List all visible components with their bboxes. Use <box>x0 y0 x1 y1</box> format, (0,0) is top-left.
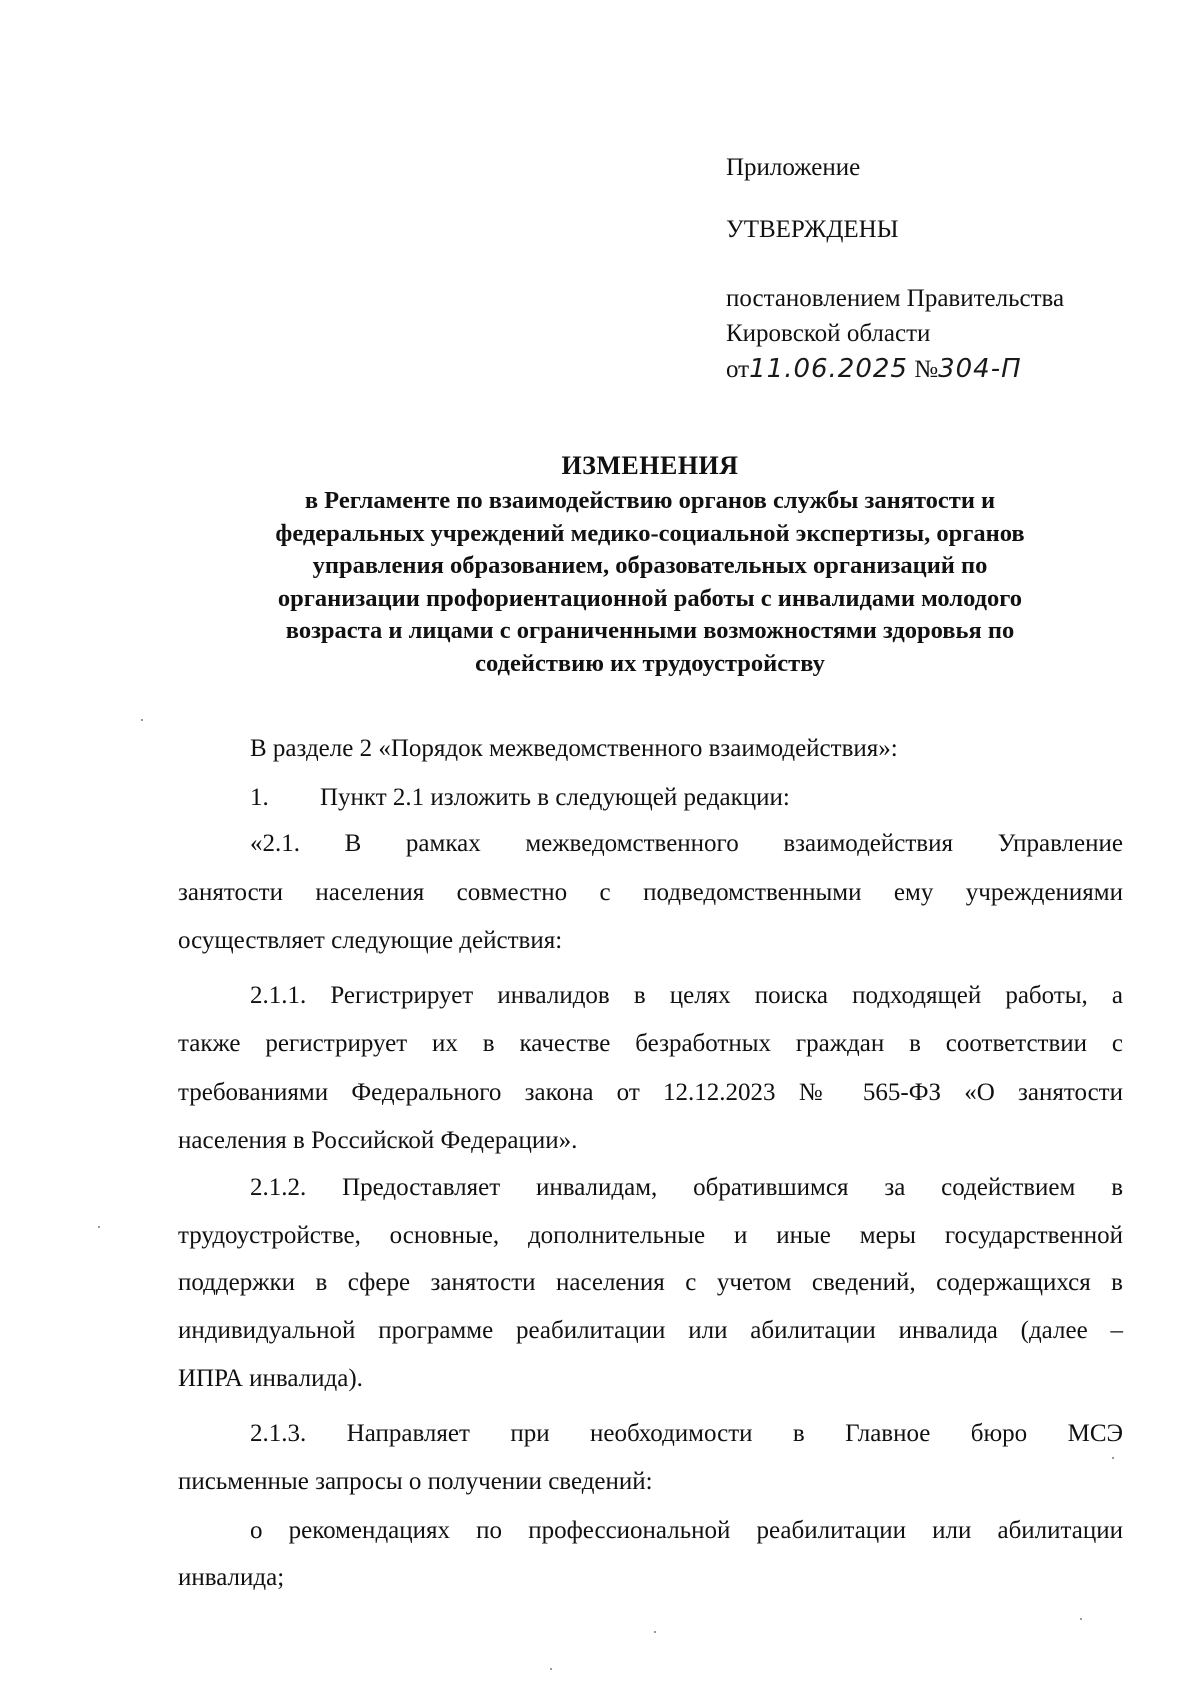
subtitle-line: организации профориентационной работы с инвалидами молодого <box>277 584 1023 612</box>
handwritten-date: 11.06.2025 <box>749 354 908 384</box>
approved-label: УТВЕРЖДЕНЫ <box>726 216 899 243</box>
paragraph-2-1-line: осуществляет следующие действия: <box>178 927 563 954</box>
scan-speck <box>654 1631 656 1633</box>
paragraph-2-1-1-line: 2.1.1. Регистрирует инвалидов в целях поиска подходящей работы, а <box>250 982 1123 1009</box>
appendix-label: Приложение <box>726 154 861 181</box>
subtitle-line: возраста и лицами с ограниченными возможностями здоровья по <box>285 617 1015 644</box>
decree-date-number <box>726 352 1022 387</box>
subtitle-line: содействию их трудоустройству <box>475 649 825 677</box>
paragraph-2-1-3-line: 2.1.3. Направляет при необходимости в Главное бюро МСЭ <box>250 1420 1123 1447</box>
document-subtitle <box>190 485 1110 680</box>
paragraph-2-1-line: «2.1. В рамках межведомственного взаимодействия Управление <box>250 830 1123 857</box>
paragraph-2-1-2-line: трудоустройстве, основные, дополнительные и иные меры государственной <box>178 1222 1123 1249</box>
decree-line-2: Кировской области <box>726 320 931 347</box>
paragraph-2-1-1-line: также регистрирует их в качестве безработных граждан в соответствии с <box>178 1030 1123 1057</box>
paragraph-2-1-3-line: письменные запросы о получении сведений: <box>178 1468 653 1495</box>
paragraph-2-1-2-line: 2.1.2. Предоставляет инвалидам, обратившимся за содействием в <box>250 1174 1123 1201</box>
item-1-number: 1. <box>250 784 269 811</box>
scan-speck <box>98 1226 100 1228</box>
handwritten-number: 304-П <box>938 354 1022 384</box>
recommendations-line: инвалида; <box>178 1564 285 1591</box>
section-intro: В разделе 2 «Порядок межведомственного взаимодействия»: <box>250 735 898 762</box>
paragraph-2-1-2-line: поддержки в сфере занятости населения с учетом сведений, содержащихся в <box>178 1269 1123 1296</box>
item-1-text: Пункт 2.1 изложить в следующей редакции: <box>320 784 790 811</box>
date-prefix: от <box>726 356 750 383</box>
paragraph-2-1-line: занятости населения совместно с подведомственными ему учреждениями <box>178 879 1123 906</box>
subtitle-line: в Регламенте по взаимодействию органов службы занятости и <box>304 487 996 514</box>
scan-speck <box>1080 1618 1082 1620</box>
decree-line-1: постановлением Правительства <box>726 285 1065 312</box>
recommendations-line: о рекомендациях по профессиональной реабилитации или абилитации <box>250 1517 1123 1544</box>
subtitle-line: управления образованием, образовательных организаций по <box>312 552 988 579</box>
paragraph-2-1-1-line: требованиями Федерального закона от 12.12.2023 № 565-ФЗ «О занятости <box>178 1079 1123 1106</box>
paragraph-2-1-1-line: населения в Российской Федерации». <box>178 1127 578 1154</box>
paragraph-2-1-2-line: ИПРА инвалида). <box>178 1365 363 1392</box>
scan-speck <box>141 719 143 721</box>
subtitle-line: федеральных учреждений медико-социальной экспертизы, органов <box>275 519 1025 547</box>
scan-speck <box>1112 1457 1114 1459</box>
document-title: ИЗМЕНЕНИЯ <box>561 451 739 480</box>
number-prefix: № <box>914 356 939 383</box>
scan-speck <box>550 1668 552 1670</box>
paragraph-2-1-2-line: индивидуальной программе реабилитации или абилитации инвалида (далее – <box>178 1317 1123 1344</box>
